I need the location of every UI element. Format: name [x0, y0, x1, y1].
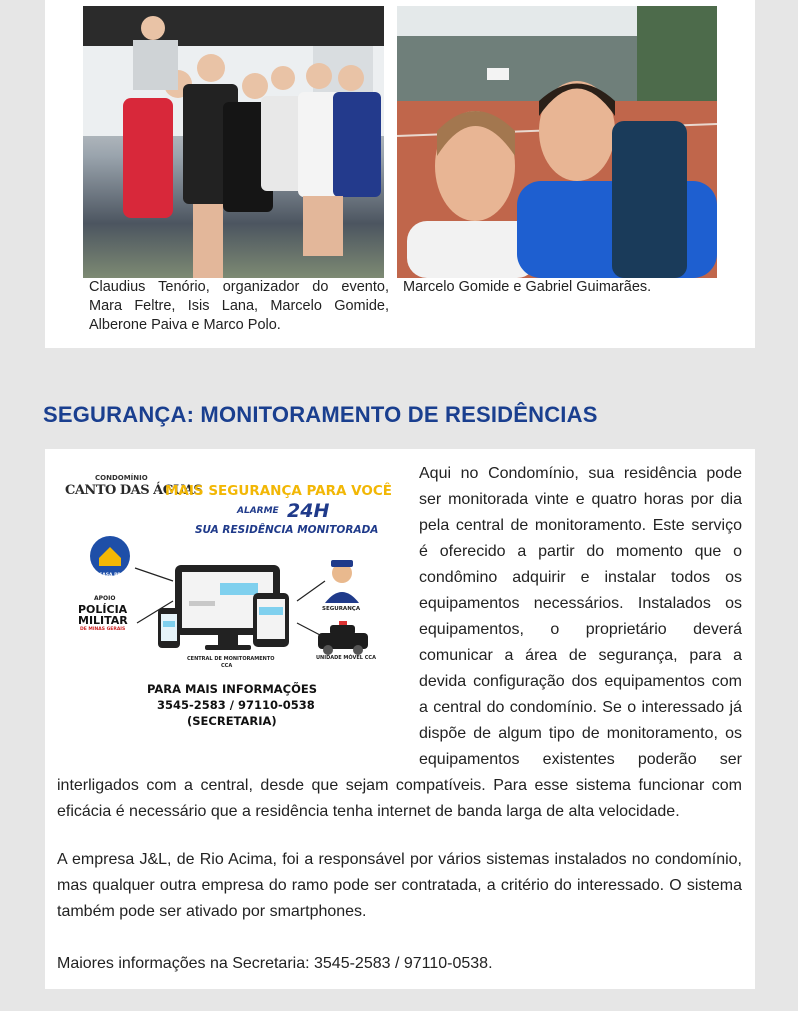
article-paragraph-1	[57, 461, 742, 825]
flyer-logo-top: CONDOMÍNIO	[95, 474, 148, 482]
article-paragraph-2: A empresa J&L, de Rio Acima, foi a responsável por vários sistemas instalados no condomínio, mas qualquer outra empresa do ramo pode ser contratada, a critério do interessado. O sistema também pode ser ativado por smartphones.	[57, 851, 742, 920]
flyer-apoio: APOIO	[94, 595, 116, 602]
flyer-float-spacer	[57, 461, 419, 749]
flyer-militar: MILITAR	[78, 614, 128, 627]
players-photo-illustration	[397, 6, 717, 278]
flyer-alarm-prefix: ALARME	[237, 506, 279, 516]
flyer-central: CENTRAL DE MONITORAMENTO	[187, 656, 275, 662]
right-photo-caption: Marcelo Gomide e Gabriel Guimarães.	[403, 279, 652, 295]
event-group-photo	[83, 6, 384, 278]
two-players-photo	[397, 6, 717, 278]
flyer-casa-label: CASA PROTEGIDA	[99, 573, 144, 578]
article-paragraph-3: Maiores informações na Secretaria: 3545-2583 / 97110-0538.	[57, 955, 493, 972]
flyer-central-sub: CCA	[221, 663, 233, 669]
left-photo-caption: Claudius Tenório, organizador do evento, Mara Feltre, Isis Lana, Marcelo Gomide, Alberone Paiva e Marco Polo.	[89, 279, 389, 333]
security-card	[45, 449, 755, 989]
article-paragraph-1-text: Aqui no Condomínio, sua residência pode ser monitorada vinte e quatro horas por dia pela central de monitoramento. Este serviço é oferecido a partir do momento que o condômino adquirir e instalar todos os equipamentos necessários. Instalados os equipamentos, o proprietário deverá comunicar a área de segurança, para a devida configuração dos equipamentos com a central do condomínio. Se o interessado já dispõe de algum tipo de monitoramento, os equipamentos existentes poderão ser interligados com a central, desde que sejam compatíveis. Para esse sistema funcionar com eficácia é necessário que a residência tenha internet de banda larga de alta velocidade.	[57, 465, 742, 820]
flyer-minas: DE MINAS GERAIS	[80, 627, 126, 632]
flyer-logo: CANTO DAS ÁGUAS	[65, 483, 203, 498]
flyer-seguranca: SEGURANÇA	[322, 606, 361, 612]
flyer-info-phones: 3545-2583 / 97110-0538	[157, 698, 315, 712]
group-photo-illustration	[83, 6, 384, 278]
flyer-policia: POLÍCIA	[78, 603, 128, 616]
flyer-alarm-24h: 24H	[287, 500, 330, 522]
flyer-unidade: UNIDADE MÓVEL CCA	[316, 655, 376, 661]
photo-card	[45, 0, 755, 348]
flyer-info-title: PARA MAIS INFORMAÇÕES	[147, 682, 318, 696]
flyer-subtitle: SUA RESIDÊNCIA MONITORADA	[195, 524, 379, 536]
flyer-headline: MAIS SEGURANÇA PARA VOCÊ	[165, 483, 392, 499]
section-title: SEGURANÇA: MONITORAMENTO DE RESIDÊNCIAS	[43, 402, 598, 427]
flyer-info-secretaria: (SECRETARIA)	[187, 714, 277, 728]
